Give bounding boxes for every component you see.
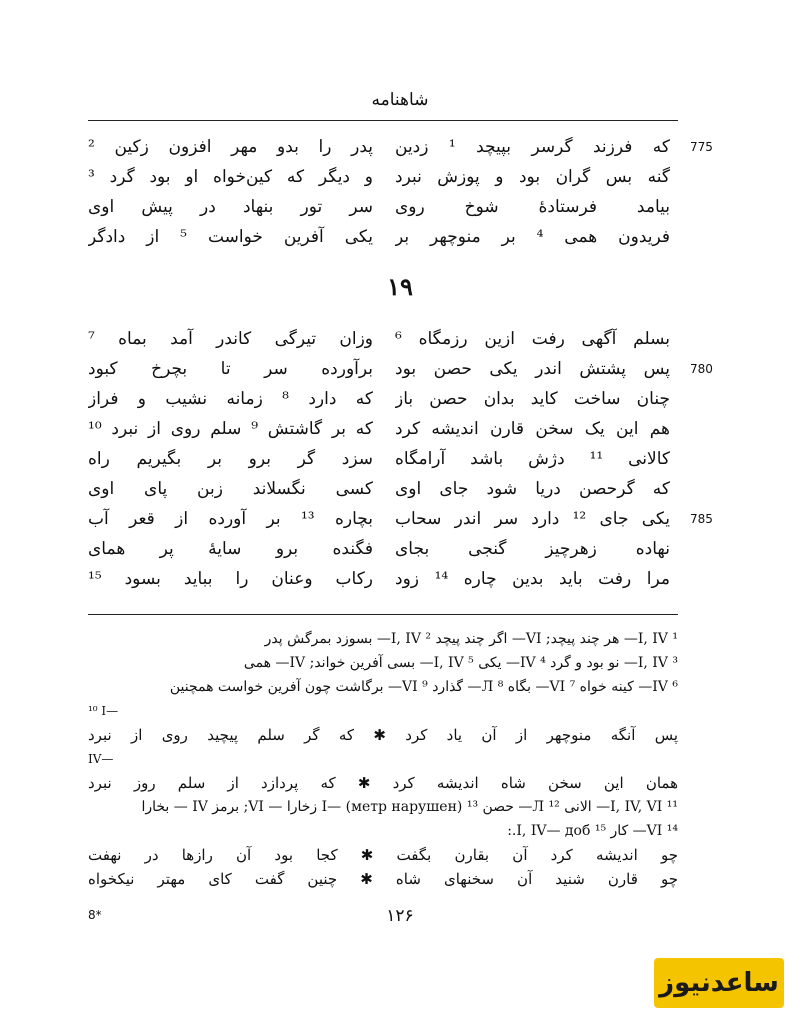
hemistich-left: رکاب وعنان را بباید بسود ¹⁵ (88, 569, 373, 589)
hemistich-right: کالانی ¹¹ دژش باشد آرامگاه (395, 449, 670, 469)
footnote-line: ¹⁰ I— (88, 704, 119, 718)
footnote-line: ¹⁴ VI— کار ¹⁵ I, IV— доб.: (507, 823, 678, 839)
verse-number: 780 (690, 362, 713, 376)
hemistich-left: فگنده برو سایهٔ پر همای (88, 539, 373, 559)
hemistich-left: سر تور بنهاد در پیش اوی (88, 197, 373, 217)
verse-row (0, 534, 800, 564)
footnote-verse: چو قارن شنید آن سخنهای شاه ✱ چنین گفت کای مهتر نیکخواه (88, 870, 678, 888)
hemistich-left: وزان تیرگی کاندر آمد بماه ⁷ (88, 329, 373, 349)
verse-row (0, 324, 800, 354)
verse-number: 785 (690, 512, 713, 526)
verse-row (0, 354, 800, 384)
header-rule (88, 120, 678, 121)
verse-row (0, 162, 800, 192)
footnote-line: IV— (88, 752, 114, 766)
verse-number: 775 (690, 140, 713, 154)
page-number: ۱۲۶ (386, 906, 414, 926)
hemistich-left: بچاره ¹³ بر آورده از قعر آب (88, 509, 373, 529)
hemistich-right: پس پشتش اندر یکی حصن بود (395, 359, 670, 379)
footnote-verse: پس آنگه منوچهر از آن یاد کرد ✱ که گر سلم پیچید روی از نبرد (88, 726, 678, 744)
footnote-rule (88, 614, 678, 615)
hemistich-left: کسی نگسلاند زبن پای اوی (88, 479, 373, 499)
hemistich-left: که بر گاشتش ⁹ سلم روی از نبرد ¹⁰ (88, 419, 373, 439)
page-header-title: شاهنامه (371, 90, 429, 110)
verse-row (0, 474, 800, 504)
verse-row (0, 132, 800, 162)
verse-row (0, 504, 800, 534)
section-number: ۱۹ (387, 272, 413, 301)
hemistich-left: و دیگر که کین‌خواه او بود گرد ³ (88, 167, 373, 187)
footnote-line: ⁶ IV— کینه خواه ⁷ VI— بگاه ⁸ Л— گذارد ⁹ VI— برگاشت چون آفرین خواست همچنین (169, 679, 678, 695)
verse-row (0, 222, 800, 252)
hemistich-right: مرا رفت باید بدین چاره ¹⁴ زود (395, 569, 670, 589)
signature-mark: 8* (88, 908, 102, 922)
hemistich-right: بیامد فرستادهٔ شوخ روی (395, 197, 670, 217)
verse-row (0, 564, 800, 594)
hemistich-left: که دارد ⁸ زمانه نشیب و فراز (88, 389, 373, 409)
footnote-line: ¹¹ I, IV, VI— الانی ¹² Л— حصن ¹³ I— (метр нарушен) زخارا — VI; برمز IV — بخارا (141, 799, 678, 815)
verse-row (0, 444, 800, 474)
hemistich-right: چنان ساخت کاید بدان حصن باز (395, 389, 670, 409)
hemistich-right: که فرزند گرسر بپیچد ¹ زدین (395, 137, 670, 157)
hemistich-right: فریدون همی ⁴ بر منوچهر بر (395, 227, 670, 247)
hemistich-left: پدر را بدو مهر افزون زکین ² (88, 137, 373, 157)
hemistich-right: یکی جای ¹² دارد سر اندر سحاب (395, 509, 670, 529)
verse-row (0, 192, 800, 222)
hemistich-right: گنه بس گران بود و پوزش نبرد (395, 167, 670, 187)
verse-row (0, 414, 800, 444)
footnote-line: ¹ I, IV— هر چند پیچد; VI— اگر چند پیچد ² I, IV— بسوزد بمرگش پدر (264, 631, 678, 647)
hemistich-right: نهاده زهرچیز گنجی بجای (395, 539, 670, 559)
hemistich-left: یکی آفرین خواست ⁵ از دادگر (88, 227, 373, 247)
hemistich-right: بسلم آگهی رفت ازین رزمگاه ⁶ (395, 329, 670, 349)
watermark-logo: ساعدنیوز (654, 958, 784, 1008)
hemistich-right: که گرحصن دریا شود جای اوی (395, 479, 670, 499)
footnote-verse: همان این سخن شاه اندیشه کرد ✱ که پردازد از سلم روز نبرد (88, 774, 678, 792)
verse-row (0, 384, 800, 414)
hemistich-left: سزد گر برو بر بگیریم راه (88, 449, 373, 469)
footnote-verse: چو اندیشه کرد آن بقارن بگفت ✱ کجا بود آن رازها در نهفت (88, 846, 678, 864)
hemistich-left: برآورده سر تا بچرخ کبود (88, 359, 373, 379)
footnote-line: ³ I, IV— نو بود و گرد ⁴ IV— یکی ⁵ I, IV— بسی آفرین خواند; IV— همی (243, 655, 678, 671)
hemistich-right: هم این یک سخن قارن اندیشه کرد (395, 419, 670, 439)
